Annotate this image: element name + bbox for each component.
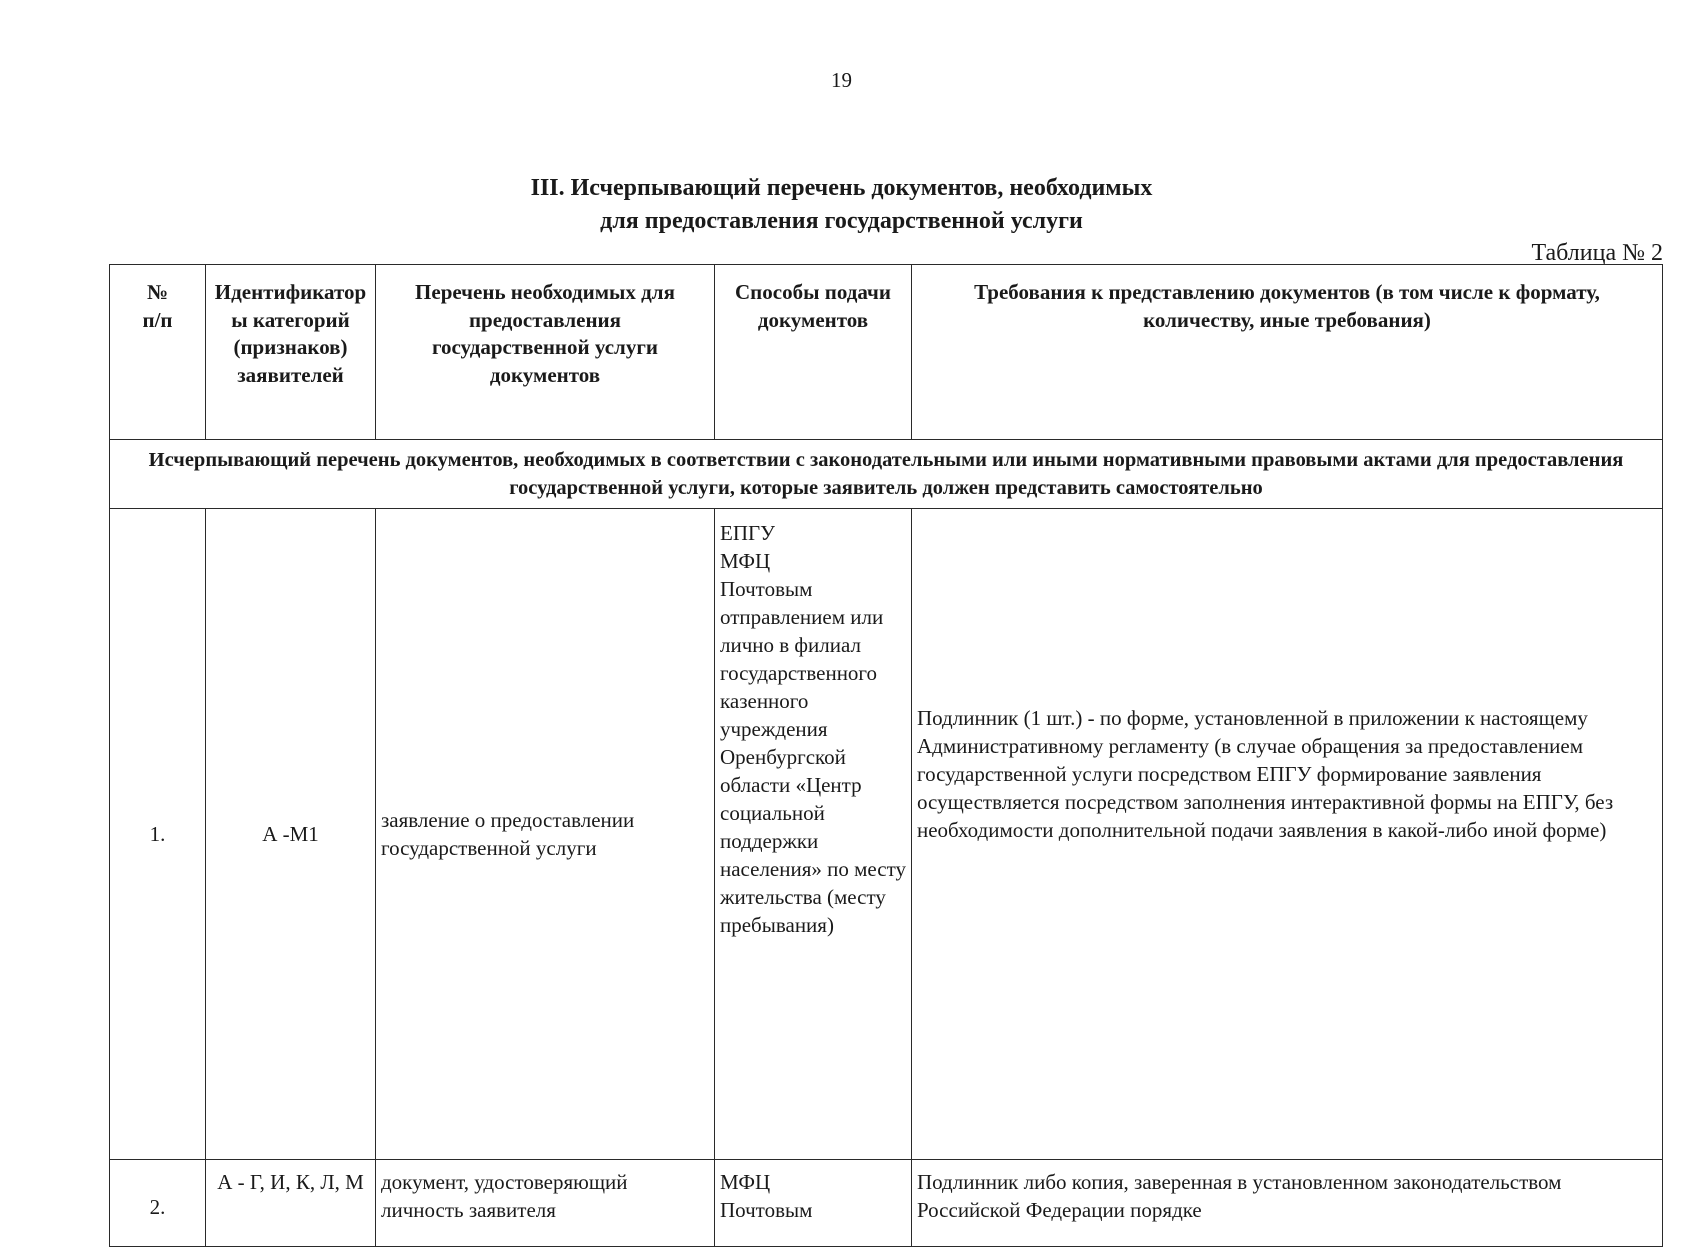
- table-label: Таблица № 2: [1531, 240, 1663, 266]
- section-title-line-1: III. Исчерпывающий перечень документов, необходимых: [530, 175, 1153, 201]
- header-identifiers: Идентификаторы категорий (признаков) заявителей: [206, 265, 376, 440]
- section-title-line-2: для предоставления государственной услуги: [600, 208, 1083, 234]
- row-2-num: 2.: [110, 1160, 206, 1247]
- documents-table: [109, 264, 1663, 1247]
- header-ways: Способы подачи документов: [715, 265, 912, 440]
- row-2-way-1: МФЦ: [720, 1170, 771, 1194]
- row-2-requirements: Подлинник либо копия, заверенная в установленном законодательством Российской Федерации порядке: [912, 1160, 1663, 1247]
- row-1-identifiers: А -М1: [206, 509, 376, 1160]
- row-2-document: документ, удостоверяющий личность заявителя: [376, 1160, 715, 1247]
- row-1-way-1: ЕПГУ: [720, 521, 776, 545]
- row-2-ways: [715, 1160, 912, 1247]
- row-1-document: заявление о предоставлении государственной услуги: [376, 509, 715, 1160]
- row-2-identifiers: А - Г, И, К, Л, М: [206, 1160, 376, 1247]
- table-row: [110, 1160, 1663, 1247]
- table-row: [110, 509, 1663, 1160]
- header-num: № п/п: [110, 265, 206, 440]
- header-requirements: Требования к представлению документов (в том числе к формату, количеству, иные требования): [912, 265, 1663, 440]
- row-1-ways: [715, 509, 912, 1160]
- row-1-num: 1.: [110, 509, 206, 1160]
- row-1-way-3: Почтовым отправлением или лично в филиал государственного казенного учреждения Оренбургской области «Центр социальной поддержки населения» по месту жительства (месту пребывания): [720, 577, 906, 937]
- row-1-requirements: Подлинник (1 шт.) - по форме, установленной в приложении к настоящему Административному регламенту (в случае обращения за предоставлением государственной услуги посредством ЕПГУ формирование заявления осуществляется посредством заполнения интерактивной формы на ЕПГУ, без необходимости дополнительной подачи заявления в какой-либо иной форме): [912, 509, 1663, 1160]
- row-1-way-2: МФЦ: [720, 549, 771, 573]
- table-header-row: [110, 265, 1663, 440]
- header-documents: Перечень необходимых для предоставления государственной услуги документов: [376, 265, 715, 440]
- subheader-text: Исчерпывающий перечень документов, необходимых в соответствии с законодательными или иными нормативными правовыми актами для предоставления государственной услуги, которые заявитель должен представить самостоятельно: [110, 440, 1663, 509]
- table-subheader-row: [110, 440, 1663, 509]
- row-2-way-2: Почтовым: [720, 1198, 813, 1222]
- section-title: [0, 172, 1683, 238]
- page-number: 19: [831, 68, 852, 92]
